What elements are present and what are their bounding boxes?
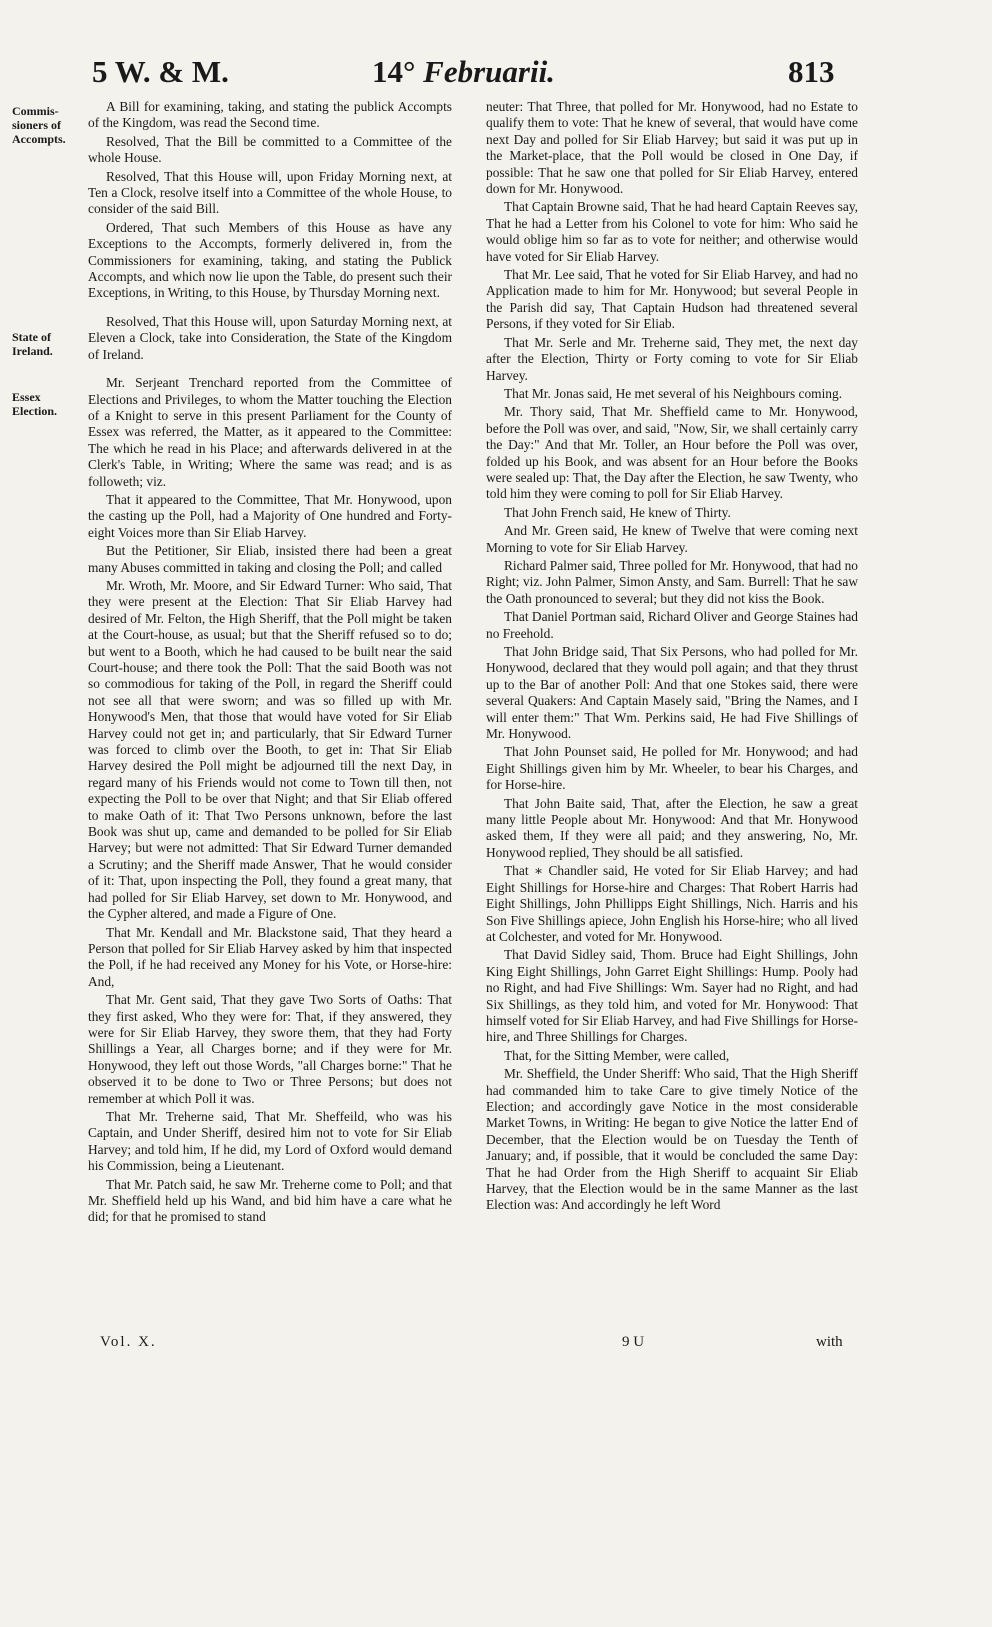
- right-column: [486, 99, 858, 1216]
- paragraph: That Mr. Gent said, That they gave Two Sorts of Oaths: That they first asked, Who they were for: That, if they answered, they were for Sir Eliab Harvey, they swore them, that they had Forty Shillings a Year, all Charges borne; and if they were for Mr. Honywood, they left out those Words, "all Charges borne:" That he observed it to be done to Two or Three Persons; but does not remember at which Poll it was.: [88, 992, 452, 1106]
- paragraph: That Mr. Serle and Mr. Treherne said, They met, the next day after the Election, Thirty or Forty coming to vote for Sir Eliab Harvey.: [486, 334, 858, 383]
- paragraph: But the Petitioner, Sir Eliab, insisted there had been a great many Abuses committed in taking and closing the Poll; and called: [88, 543, 452, 575]
- page-header: [0, 54, 992, 94]
- paragraph: That Mr. Lee said, That he voted for Sir Eliab Harvey, and had no Application made to him for Mr. Honywood; but several People in the Parish did say, That Captain Hudson had threatened several Persons, if they voted for Sir Eliab.: [486, 267, 858, 332]
- paragraph: That John Pounset said, He polled for Mr. Honywood; and had Eight Shillings given him by Mr. Wheeler, to bear his Charges, and for Horse-hire.: [486, 744, 858, 793]
- regnal-year: 5 W. & M.: [92, 54, 229, 89]
- paragraph: That Captain Browne said, That he had heard Captain Reeves say, That he had a Letter from his Colonel to vote for him: Who said he would oblige him so far as to vote for neither; and otherwise would have voted for Sir Eliab Harvey.: [486, 199, 858, 264]
- margin-note-essex: Essex Election.: [12, 390, 57, 418]
- paragraph: Resolved, That this House will, upon Saturday Morning next, at Eleven a Clock, take into Consideration, the State of the Kingdom of Ireland.: [88, 313, 452, 362]
- paragraph: That Mr. Treherne said, That Mr. Sheffeild, who was his Captain, and Under Sheriff, desired him not to vote for Sir Eliab Harvey; and told him, If he did, my Lord of Oxford would demand his Commission, being a Lieutenant.: [88, 1108, 452, 1174]
- paragraph: neuter: That Three, that polled for Mr. Honywood, had no Estate to qualify them to vote: That he knew of several, that would have come next Day and polled for Sir Eliab Harvey; but said it was put up in the Market-place, that the Poll would be closed in One Day, if possible: That he saw one that polled for Sir Eliab Harvey, entered down for Mr. Honywood.: [486, 99, 858, 197]
- paragraph: That John French said, He knew of Thirty.: [504, 504, 731, 520]
- paragraph: That, for the Sitting Member, were called,: [504, 1047, 730, 1063]
- paragraph: A Bill for examining, taking, and stating the publick Accompts of the Kingdom, was read the Second time.: [88, 99, 452, 131]
- paragraph: Ordered, That such Members of this House as have any Exceptions to the Accompts, formerly delivered in, from the Commissioners for examining, taking, and stating the Publick Accompts, and which now lie upon the Table, do present such their Exceptions, in Writing, to this House, by Thursday Morning next.: [88, 219, 452, 301]
- page-number: 813: [788, 54, 835, 89]
- date-day: 14°: [372, 54, 424, 89]
- paragraph: Mr. Wroth, Mr. Moore, and Sir Edward Turner: Who said, That they were present at the Election: That Sir Eliab Harvey had desired of Mr. Felton, the High Sheriff, that the Poll might be taken at the Court-house, as usual; but that the Sheriff refused so to do; but went to a Booth, which he had caused to be built near the said Court-house; and there took the Poll: That the said Booth was not so commodious for taking of the Poll, in regard the Sheriff could not see all that were sworn; and was so filled up with Mr. Honywood's Men, that those that would have voted for Sir Eliab Harvey could not get in; and particularly, that Sir Edward Turner was forced to climb over the Booth, to get in: That Sir Eliab Harvey desired the Poll might be adjourned till the next Day, in regard many of his Friends would not come to Town till then, not expecting the Poll to be over that Night; and that Sir Eliab offered to make Oath of it: That Two Persons unknown, before the last Book was shut up, came and demanded to be polled for Sir Eliab Harvey; but were not admitted: That Sir Edward Turner demanded a Scrutiny; and the Sheriff made Answer, That he would consider of it: That, upon inspecting the Poll, they found a great many, that had polled for Sir Eliab Harvey, set down to Mr. Honywood, and the Cypher altered, and made a Figure of One.: [88, 577, 452, 922]
- margin-note-ireland: State of Ireland.: [12, 330, 53, 358]
- page-date: [372, 54, 555, 90]
- paragraph: That David Sidley said, Thom. Bruce had Eight Shillings, John King Eight Shillings, John Garret Eight Shillings: Hump. Pooly had no Right, and had Five Shillings: Wm. Sayer had no Right, and had Six Shillings, as they told him, and voted for Mr. Honywood: That himself voted for Sir Eliab Harvey, and had Five Shillings for Horse-hire, and Three Shillings for Charges.: [486, 947, 858, 1045]
- paragraph: That John Baite said, That, after the Election, he saw a great many little People about Mr. Honywood: And that Mr. Honywood asked them, If they were all paid; and they answering, No, Mr. Honywood replied, They should be all satisfied.: [486, 795, 858, 860]
- paragraph: Mr. Thory said, That Mr. Sheffield came to Mr. Honywood, before the Poll was over, and said, "Now, Sir, we shall certainly carry the Day:" And that Mr. Toller, an Hour before the Poll was over, folded up his Book, and was absent for an Hour before the Books were sealed up: That, the Day after the Election, he saw Twenty, who told him they were coming to poll for Sir Eliab Harvey.: [486, 404, 858, 502]
- left-column: [88, 99, 452, 1228]
- date-month: Februarii.: [423, 54, 555, 89]
- paragraph: That Mr. Jonas said, He met several of his Neighbours coming.: [504, 385, 843, 401]
- paragraph: That Daniel Portman said, Richard Oliver and George Staines had no Freehold.: [486, 609, 858, 641]
- paragraph: That John Bridge said, That Six Persons, who had polled for Mr. Honywood, declared that they would poll again; and that they thrust up to the Bar of another Poll: And that one Stokes said, there were several Quakers: And Captain Masely said, "Bring the Names, and I will enter them:" That Wm. Perkins said, He had Five Shillings of Mr. Honywood.: [486, 644, 858, 742]
- paragraph: That ∗ Chandler said, He voted for Sir Eliab Harvey; and had Eight Shillings for Horse-hire and Charges: That Robert Harris had Eight Shillings, John Phillipps Eight Shillings, Nich. Harris and his Son Five Shillings apiece, John English his Horse-hire; who all lived at Colchester, and voted for Mr. Honywood.: [486, 863, 858, 944]
- paragraph: Resolved, That the Bill be committed to a Committee of the whole House.: [88, 133, 452, 166]
- paragraph: That Mr. Patch said, he saw Mr. Treherne come to Poll; and that Mr. Sheffield held up his Wand, and bid him have a care what he did; for that he promised to stand: [88, 1176, 452, 1225]
- volume-label: Vol. X.: [100, 1334, 157, 1350]
- margin-note-commissioners: Commis- sioners of Accompts.: [12, 104, 66, 146]
- paragraph: Resolved, That this House will, upon Friday Morning next, at Ten a Clock, resolve itself into a Committee of the whole House, to consider of the said Bill.: [88, 168, 452, 217]
- catchword: with: [816, 1334, 843, 1350]
- paragraph: Mr. Sheffield, the Under Sheriff: Who said, That the High Sheriff had commanded him to take Care to give timely Notice of the Election; and accordingly gave Notice in the most considerable Market Towns, in Writing: He began to give Notice the latter End of December, that the Election would be on Tuesday the Tenth of January; and, if possible, that it would be concluded the same Day: That he had Order from the High Sheriff to acquaint Sir Eliab Harvey, that the Election would be in the same Manner as the last Election was: And accordingly he left Word: [486, 1066, 858, 1213]
- paragraph: That Mr. Kendall and Mr. Blackstone said, That they heard a Person that polled for Sir Eliab Harvey asked by him that inspected the Poll, if he had received any Money for his Vote, or Horse-hire: And,: [88, 924, 452, 989]
- paragraph: Richard Palmer said, Three polled for Mr. Honywood, that had no Right; viz. John Palmer, Simon Ansty, and Sam. Burrell: That he saw the Oath pronounced to several; but they did not kiss the Book.: [486, 557, 858, 606]
- signature-mark: 9 U: [622, 1334, 645, 1350]
- paragraph: And Mr. Green said, He knew of Twelve that were coming next Morning to vote for Sir Eliab Harvey.: [486, 523, 858, 555]
- paragraph: That it appeared to the Committee, That Mr. Honywood, upon the casting up the Poll, had a Majority of One hundred and Forty-eight Voices more than Sir Eliab Harvey.: [88, 491, 452, 540]
- paragraph: Mr. Serjeant Trenchard reported from the Committee of Elections and Privileges, to whom the Matter touching the Election of a Knight to serve in this present Parliament for the County of Essex was referred, the Matter, as it appeared to the Committee: The which he read in his Place; and afterwards delivered in at the Clerk's Table, in Writing; Where the same was read; and is as followeth; viz.: [88, 375, 452, 489]
